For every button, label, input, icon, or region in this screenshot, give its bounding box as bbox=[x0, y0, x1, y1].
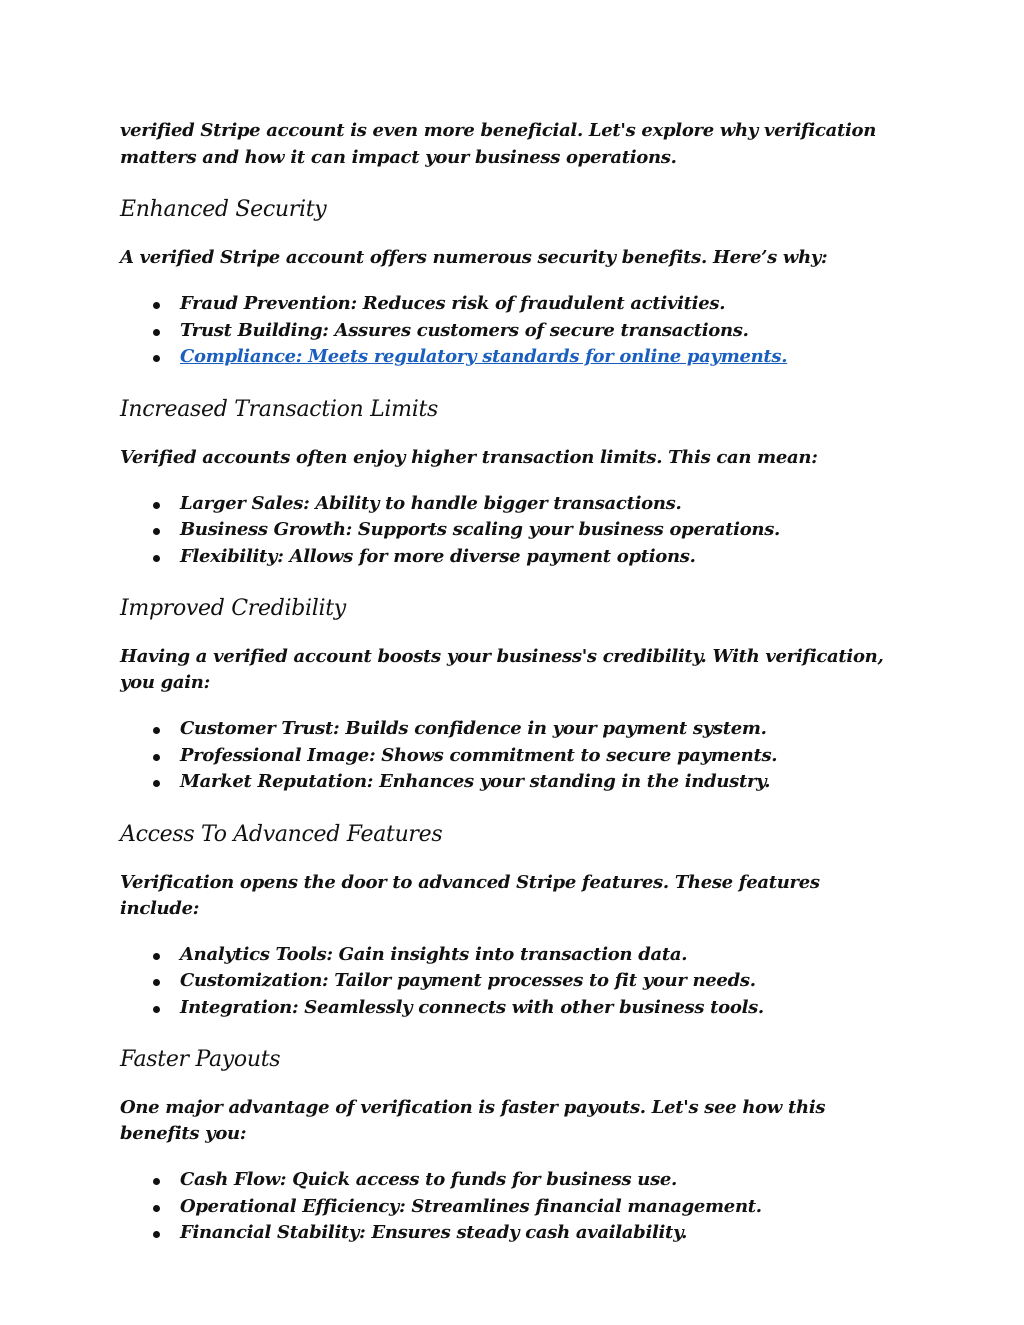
section-heading: Enhanced Security bbox=[120, 197, 327, 222]
list-item bbox=[120, 716, 900, 743]
bullet-dot-icon bbox=[153, 780, 160, 787]
section-access-to-advanced-features bbox=[120, 820, 900, 1022]
section-lead: One major advantage of verification is faster payouts. Let's see how this benefits you: bbox=[120, 1097, 826, 1144]
list-item-text: Financial Stability: Ensures steady cash availability. bbox=[180, 1222, 688, 1243]
list-item bbox=[120, 344, 900, 371]
section-lead: Verified accounts often enjoy higher transaction limits. This can mean: bbox=[120, 446, 818, 468]
list-item bbox=[120, 1194, 900, 1221]
list-item-text: Customization: Tailor payment processes to fit your needs. bbox=[180, 970, 756, 991]
section-improved-credibility bbox=[120, 594, 900, 796]
bullet-dot-icon bbox=[153, 555, 160, 562]
bullet-dot-icon bbox=[153, 1205, 160, 1212]
section-lead: Having a verified account boosts your business's credibility. With verification, you gain: bbox=[120, 646, 884, 693]
document-page bbox=[120, 118, 900, 1247]
list-item-text: Business Growth: Supports scaling your business operations. bbox=[180, 519, 781, 540]
bullet-list bbox=[120, 942, 900, 1022]
bullet-list bbox=[120, 491, 900, 571]
section-increased-transaction-limits bbox=[120, 395, 900, 571]
bullet-list bbox=[120, 1167, 900, 1247]
section-heading: Improved Credibility bbox=[120, 596, 346, 621]
list-item bbox=[120, 942, 900, 969]
list-item-text: Professional Image: Shows commitment to secure payments. bbox=[180, 744, 778, 766]
list-item-text: Larger Sales: Ability to handle bigger transactions. bbox=[180, 492, 682, 514]
bullet-dot-icon bbox=[153, 1178, 160, 1185]
bullet-dot-icon bbox=[153, 1231, 160, 1238]
list-item-text: Analytics Tools: Gain insights into transaction data. bbox=[180, 943, 688, 965]
section-heading: Increased Transaction Limits bbox=[120, 396, 438, 422]
list-item-text: Integration: Seamlessly connects with other business tools. bbox=[180, 996, 764, 1018]
bullet-dot-icon bbox=[153, 1006, 160, 1013]
bullet-list bbox=[120, 716, 900, 796]
list-item bbox=[120, 968, 900, 995]
compliance-link[interactable]: Compliance: Meets regulatory standards for online payments. bbox=[180, 346, 788, 367]
section-heading: Faster Payouts bbox=[120, 1047, 281, 1072]
bullet-dot-icon bbox=[153, 502, 160, 509]
list-item bbox=[120, 291, 900, 318]
section-enhanced-security bbox=[120, 195, 900, 371]
bullet-dot-icon bbox=[153, 329, 160, 336]
bullet-dot-icon bbox=[153, 528, 160, 535]
list-item-text: Operational Efficiency: Streamlines financial management. bbox=[180, 1195, 762, 1217]
bullet-list bbox=[120, 291, 900, 371]
bullet-dot-icon bbox=[153, 302, 160, 309]
bullet-dot-icon bbox=[153, 754, 160, 761]
list-item-text: Cash Flow: Quick access to funds for business use. bbox=[180, 1169, 678, 1190]
bullet-dot-icon bbox=[153, 355, 160, 362]
list-item bbox=[120, 1220, 900, 1247]
list-item bbox=[120, 743, 900, 770]
section-heading: Access To Advanced Features bbox=[120, 821, 443, 847]
intro-paragraph: verified Stripe account is even more beneficial. Let's explore why verification matters and how it can impact your business operations. bbox=[120, 120, 877, 168]
list-item-text: Fraud Prevention: Reduces risk of fraudulent activities. bbox=[180, 293, 726, 314]
section-lead: A verified Stripe account offers numerous security benefits. Here’s why: bbox=[120, 247, 828, 268]
section-faster-payouts bbox=[120, 1045, 900, 1247]
bullet-dot-icon bbox=[153, 953, 160, 960]
list-item bbox=[120, 544, 900, 571]
list-item bbox=[120, 318, 900, 345]
bullet-dot-icon bbox=[153, 979, 160, 986]
bullet-dot-icon bbox=[153, 727, 160, 734]
section-lead: Verification opens the door to advanced Stripe features. These features include: bbox=[120, 871, 820, 919]
list-item-text: Trust Building: Assures customers of secure transactions. bbox=[180, 319, 749, 341]
list-item bbox=[120, 491, 900, 518]
list-item-text: Market Reputation: Enhances your standing in the industry. bbox=[180, 771, 771, 792]
list-item bbox=[120, 1167, 900, 1194]
list-item-text: Customer Trust: Builds confidence in your payment system. bbox=[180, 718, 767, 739]
list-item bbox=[120, 995, 900, 1022]
list-item bbox=[120, 769, 900, 796]
list-item bbox=[120, 517, 900, 544]
list-item-text: Flexibility: Allows for more diverse payment options. bbox=[180, 545, 696, 567]
